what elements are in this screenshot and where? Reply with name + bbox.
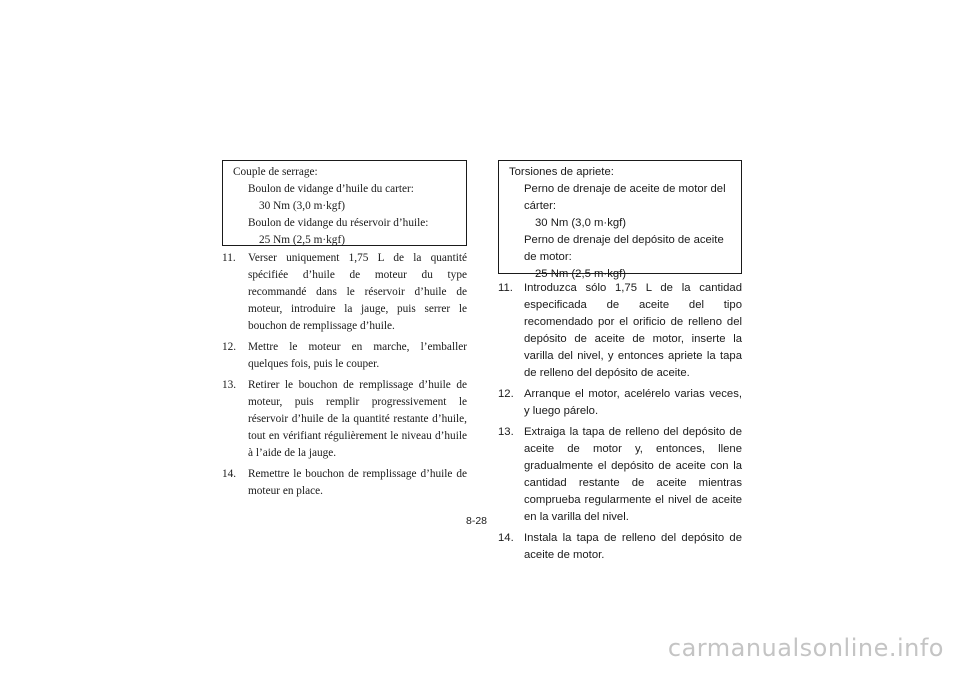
step-item: [222, 377, 467, 462]
spec-item-label: Boulon de vidange du réservoir d’huile:: [248, 217, 429, 229]
step-text: Mettre le moteur en marche, l’emballer quelques fois, puis le couper.: [248, 341, 467, 370]
torque-spec-box-french: [222, 160, 467, 246]
torque-spec-box-spanish: [498, 160, 742, 280]
step-text: Arranque el motor, acelérelo varias veces, y luego párelo.: [524, 388, 742, 417]
spec-item-label: Perno de drenaje del depósito de aceite de motor:: [524, 234, 724, 263]
spec-item-label: Perno de drenaje de aceite de motor del cárter:: [524, 183, 726, 212]
page-number: 8-28: [466, 515, 488, 527]
step-text: Extraiga la tapa de relleno del depósito de aceite de motor y, entonces, llene gradualmente el depósito de aceite con la cantidad restante de aceite mientras comprueba regularmente el nivel de aceite en la varilla del nivel.: [524, 426, 742, 523]
step-text: Verser uniquement 1,75 L de la quantité spécifiée d’huile de moteur du type recommandé dans le réservoir d’huile de moteur, introduire la jauge, puis serrer le bouchon de remplissage d’huile.: [248, 252, 467, 332]
step-text: Introduzca sólo 1,75 L de la cantidad especificada de aceite del tipo recomendado por el orificio de relleno del depósito de aceite de motor, inserte la varilla del nivel, y entonces apriete la tapa de relleno del depósito de aceite.: [524, 282, 742, 379]
step-text: Retirer le bouchon de remplissage d’huile de moteur, puis remplir progressivement le réservoir d’huile de la quantité restante d’huile, tout en vérifiant régulièrement le niveau d’huile à l’aide de la jauge.: [248, 379, 467, 459]
steps-list-french: [222, 250, 467, 504]
step-text: Remettre le bouchon de remplissage d’huile de moteur en place.: [248, 468, 467, 497]
step-item: [222, 466, 467, 500]
step-item: [222, 339, 467, 373]
step-number: 13.: [222, 379, 237, 391]
step-text: Instala la tapa de relleno del depósito de aceite de motor.: [524, 532, 742, 561]
spec-title: Couple de serrage:: [233, 166, 318, 178]
step-number: 14.: [498, 532, 514, 544]
step-number: 11.: [498, 282, 513, 294]
spec-title: Torsiones de apriete:: [509, 166, 614, 178]
spec-item-value: 30 Nm (3,0 m·kgf): [535, 217, 627, 229]
spec-item-value: 25 Nm (2,5 m·kgf): [535, 268, 627, 280]
step-item: [222, 250, 467, 335]
watermark: carmanualsonline.info: [667, 634, 944, 662]
spec-item-value: 30 Nm (3,0 m·kgf): [259, 200, 345, 212]
step-number: 12.: [222, 341, 237, 353]
steps-list-spanish: [498, 280, 742, 568]
step-item: [498, 386, 742, 420]
spec-item-label: Boulon de vidange d’huile du carter:: [248, 183, 414, 195]
step-number: 14.: [222, 468, 237, 480]
step-item: [498, 280, 742, 382]
step-number: 11.: [222, 252, 236, 264]
step-number: 13.: [498, 426, 514, 438]
step-item: [498, 530, 742, 564]
step-number: 12.: [498, 388, 514, 400]
step-item: [498, 424, 742, 526]
spec-item-value: 25 Nm (2,5 m·kgf): [259, 234, 345, 246]
